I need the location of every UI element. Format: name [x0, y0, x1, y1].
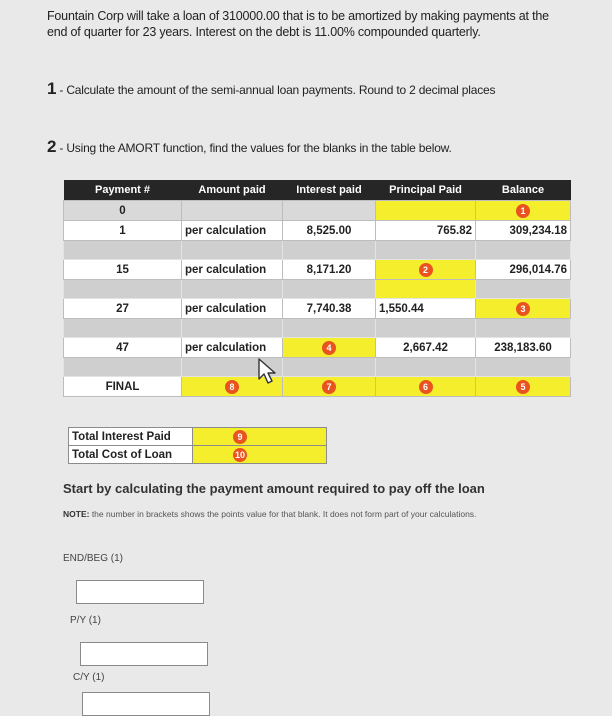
cy-input[interactable]	[82, 692, 210, 716]
points-badge: 2	[419, 263, 433, 277]
total-interest-label: Total Interest Paid	[69, 428, 193, 446]
points-badge: 9	[233, 430, 247, 444]
points-badge: 6	[419, 380, 433, 394]
points-badge: 3	[516, 302, 530, 316]
problem-statement: Fountain Corp will take a loan of 310000.00 that is to be amortized by making payments at the end of quarter for 23 years. Interest on the debt is 11.00% compounded quarterly.	[47, 9, 549, 39]
balance-blank[interactable]	[476, 201, 571, 221]
table-row	[64, 377, 571, 397]
principal-cell: 1,550.44	[376, 299, 476, 319]
question-number: 2	[47, 137, 57, 156]
table-header	[64, 180, 571, 201]
table-row	[64, 201, 571, 221]
points-badge: 5	[516, 380, 530, 394]
table-row	[64, 221, 571, 241]
py-label: P/Y (1)	[70, 615, 101, 626]
interest-blank[interactable]	[283, 338, 376, 358]
table-row	[64, 260, 571, 280]
header-balance: Balance	[476, 180, 571, 201]
points-badge: 10	[234, 449, 245, 460]
payment-cell: 15	[64, 260, 182, 280]
table-row	[64, 338, 571, 358]
principal-cell: 2,667.42	[376, 338, 476, 358]
total-cost-row	[69, 446, 327, 464]
payment-cell: FINAL	[64, 377, 182, 397]
header-interest: Interest paid	[283, 180, 376, 201]
points-badge: 1	[516, 204, 530, 218]
section-heading: Start by calculating the payment amount required to pay off the loan	[63, 481, 485, 496]
amount-cell: per calculation	[182, 299, 283, 319]
row-separator	[64, 358, 571, 377]
amount-cell: per calculation	[182, 221, 283, 241]
interest-cell: 8,171.20	[283, 260, 376, 280]
note	[63, 508, 573, 520]
end-beg-label: END/BEG (1)	[63, 553, 124, 564]
row-separator	[64, 241, 571, 260]
total-interest-blank[interactable]	[193, 428, 327, 446]
question-2: 2 - Using the AMORT function, find the values for the blanks in the table below.	[47, 137, 452, 156]
end-beg-input[interactable]	[76, 580, 204, 604]
points-badge: 7	[322, 380, 336, 394]
payment-cell: 1	[64, 221, 182, 241]
payment-cell: 27	[64, 299, 182, 319]
points-badge: 4	[322, 341, 336, 355]
header-payment: Payment #	[64, 180, 182, 201]
header-amount: Amount paid	[182, 180, 283, 201]
principal-blank[interactable]	[376, 377, 476, 397]
points-badge: 8	[225, 380, 239, 394]
row-separator	[64, 319, 571, 338]
total-cost-blank[interactable]	[193, 446, 327, 464]
interest-cell: 8,525.00	[283, 221, 376, 241]
interest-cell: 7,740.38	[283, 299, 376, 319]
note-label: NOTE:	[63, 509, 90, 519]
totals-table	[68, 427, 327, 464]
amortization-table	[63, 180, 571, 397]
balance-cell: 238,183.60	[476, 338, 571, 358]
cy-label: C/Y (1)	[73, 672, 105, 683]
header-principal: Principal Paid	[376, 180, 476, 201]
principal-cell: 765.82	[376, 221, 476, 241]
principal-blank[interactable]	[376, 260, 476, 280]
row-separator	[64, 280, 571, 299]
mouse-cursor-icon	[256, 357, 282, 385]
note-text: the number in brackets shows the points value for that blank. It does not form part of your calculations.	[89, 509, 477, 519]
interest-blank[interactable]	[283, 377, 376, 397]
question-number: 1	[47, 79, 57, 98]
balance-blank[interactable]	[476, 299, 571, 319]
payment-cell: 0	[64, 201, 182, 221]
balance-cell: 309,234.18	[476, 221, 571, 241]
amount-cell: per calculation	[182, 260, 283, 280]
py-input[interactable]	[80, 642, 208, 666]
question-text: Using the AMORT function, find the values for the blanks in the table below.	[66, 141, 452, 155]
total-cost-label: Total Cost of Loan	[69, 446, 193, 464]
question-text: Calculate the amount of the semi-annual loan payments. Round to 2 decimal places	[66, 83, 496, 97]
amount-cell: per calculation	[182, 338, 283, 358]
table-row	[64, 299, 571, 319]
question-1: 1 - Calculate the amount of the semi-annual loan payments. Round to 2 decimal places	[47, 79, 496, 98]
balance-blank[interactable]	[476, 377, 571, 397]
payment-cell: 47	[64, 338, 182, 358]
total-interest-row	[69, 428, 327, 446]
balance-cell: 296,014.76	[476, 260, 571, 280]
